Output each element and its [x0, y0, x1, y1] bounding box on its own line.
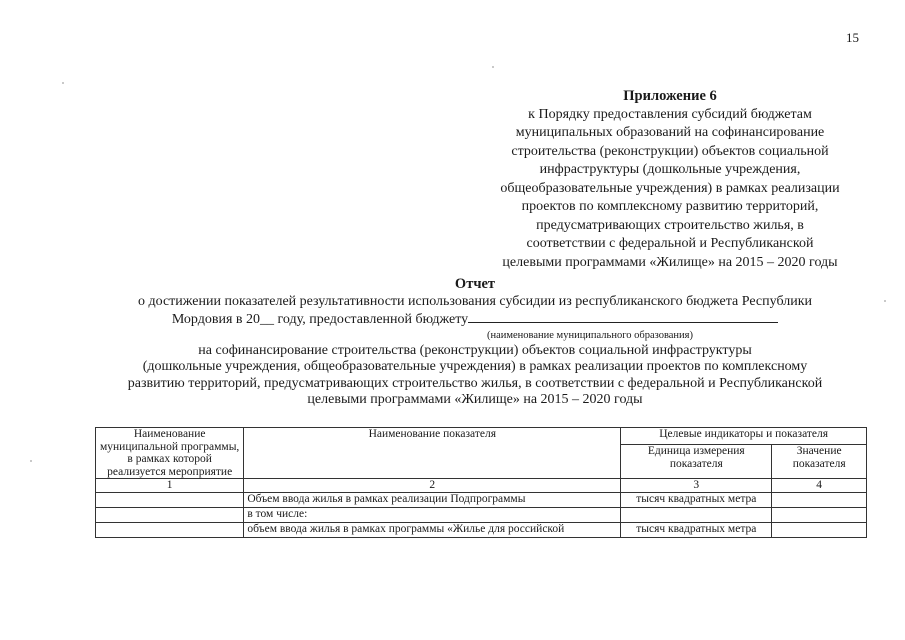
- report-line: о достижении показателей результативности использования субсидии из республиканского бюджета Республики: [137, 293, 812, 309]
- cell-unit: тысяч квадратных метра: [621, 492, 772, 507]
- column-number: 2: [244, 479, 621, 493]
- cell-unit: [621, 507, 772, 522]
- appendix-block: [470, 87, 870, 272]
- page-number: 15: [846, 30, 859, 45]
- report-line-text: Мордовия в 20__ году, предоставленной бюджету: [171, 312, 469, 327]
- appendix-title: Приложение 6: [623, 88, 717, 104]
- cell-value: [772, 492, 867, 507]
- scan-speck: [884, 300, 886, 302]
- column-number: 1: [96, 479, 244, 493]
- table-row: [96, 522, 867, 537]
- column-number-row: [96, 479, 867, 493]
- report-line: на софинансирование строительства (реконструкции) объектов социальной инфраструктуры: [198, 342, 752, 358]
- column-number: 3: [621, 479, 772, 493]
- report-line: целевыми программами «Жилище» на 2015 – 2020 годы: [307, 392, 643, 407]
- cell-program: [96, 522, 244, 537]
- cell-program: [96, 492, 244, 507]
- appendix-line: муниципальных образований на софинансирование: [515, 125, 825, 140]
- cell-unit: тысяч квадратных метра: [621, 522, 772, 537]
- report-line: развитию территорий, предусматривающих строительство жилья, в соответствии с федеральной и Республиканской: [127, 375, 823, 391]
- appendix-line: проектов по комплексному развитию территорий,: [521, 199, 819, 214]
- appendix-line: к Порядку предоставления субсидий бюджетам: [528, 106, 812, 122]
- appendix-line: соответствии с федеральной и Республиканской: [526, 236, 814, 251]
- table-row: [96, 507, 867, 522]
- report-title: Отчет: [454, 276, 496, 292]
- table-row: [96, 492, 867, 507]
- cell-indicator: объем ввода жилья в рамках программы «Жилье для российской: [244, 522, 621, 537]
- table-header-row: [96, 428, 867, 445]
- appendix-line: общеобразовательные учреждения) в рамках реализации: [500, 180, 840, 196]
- cell-value: [772, 522, 867, 537]
- appendix-line: инфраструктуры (дошкольные учреждения,: [539, 162, 801, 177]
- scan-speck: [30, 460, 32, 462]
- appendix-line: предусматривающих строительство жилья, в: [536, 217, 804, 233]
- header-value: Значение показателя: [772, 445, 867, 479]
- appendix-line: строительства (реконструкции) объектов социальной: [511, 143, 829, 159]
- cell-indicator: в том числе:: [244, 507, 621, 522]
- column-number: 4: [772, 479, 867, 493]
- cell-program: [96, 507, 244, 522]
- header-program: Наименование муниципальной программы, в рамках которой реализуется мероприятие: [96, 428, 244, 479]
- scan-speck: [492, 66, 494, 68]
- indicators-table: [95, 427, 867, 538]
- municipality-blank-field: [468, 310, 778, 323]
- report-line-municipality: [70, 310, 880, 329]
- cell-indicator: Объем ввода жилья в рамках реализации Подпрограммы: [244, 492, 621, 507]
- report-line: (дошкольные учреждения, общеобразовательные учреждения) в рамках реализации проектов по комплексному: [142, 359, 808, 374]
- header-unit: Единица измерения показателя: [621, 445, 772, 479]
- header-indicator: Наименование показателя: [244, 428, 621, 479]
- appendix-line: целевыми программами «Жилище» на 2015 – 2020 годы: [502, 254, 838, 270]
- header-targets: Целевые индикаторы и показателя: [621, 428, 867, 445]
- municipality-note: (наименование муниципального образования): [486, 329, 694, 341]
- scan-speck: [62, 82, 64, 84]
- report-block: [70, 276, 880, 409]
- cell-value: [772, 507, 867, 522]
